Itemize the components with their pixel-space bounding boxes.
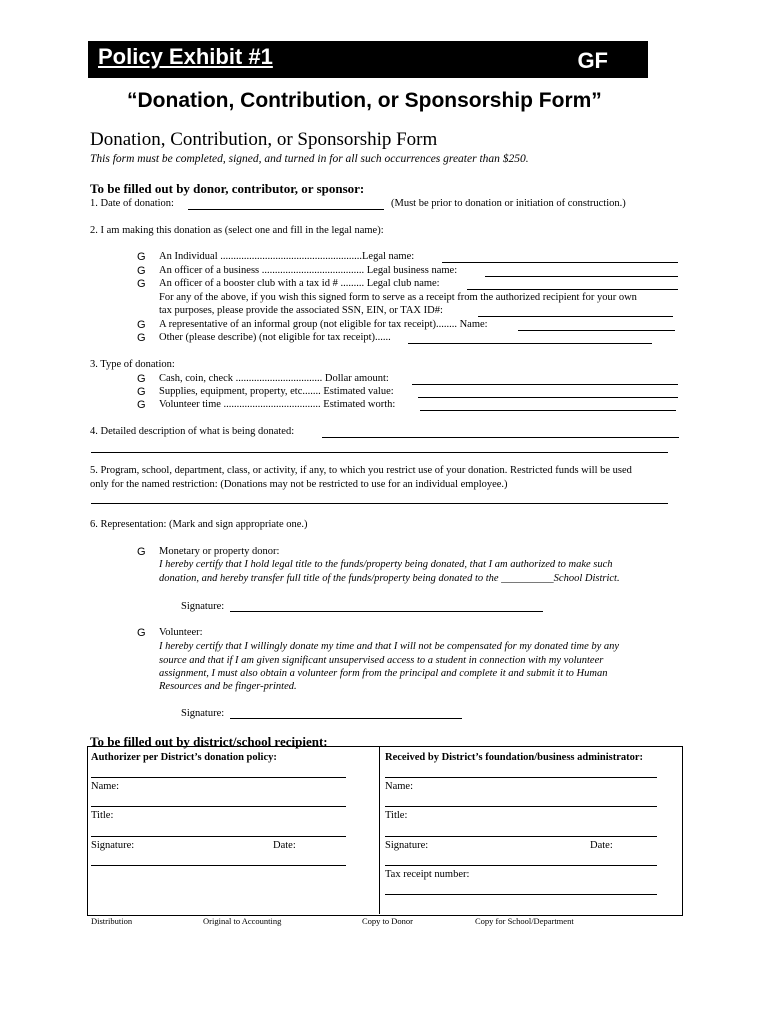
distribution-original: Original to Accounting (203, 916, 282, 926)
volunteer-text-line4: Resources and be finger-printed. (159, 681, 297, 692)
receiver-field[interactable] (385, 777, 657, 778)
intro-text: This form must be completed, signed, and turned in for all such occurrences greater than $250. (90, 153, 529, 165)
monetary-title: Monetary or property donor: (159, 546, 280, 557)
monetary-text-line2: donation, and hereby transfer full title of the funds/property being donated to the __________School District. (159, 573, 620, 584)
checkbox-business[interactable]: G (137, 265, 146, 277)
q3-label: 3. Type of donation: (90, 359, 175, 370)
option-informal-group: A representative of an informal group (not eligible for tax receipt)........ Name: (159, 319, 488, 330)
distribution-copy-donor: Copy to Donor (362, 916, 413, 926)
q4-label: 4. Detailed description of what is being donated: (90, 426, 295, 437)
right-title-label: Title: (385, 810, 408, 821)
receipt-note-line1: For any of the above, if you wish this signed form to serve as a receipt from the authorized recipient for your own (159, 292, 637, 303)
left-signature-field[interactable] (91, 865, 346, 866)
option-cash: Cash, coin, check ................................. Dollar amount: (159, 373, 389, 384)
checkbox-other[interactable]: G (137, 332, 146, 344)
date-of-donation-field[interactable] (188, 209, 384, 210)
q6-label: 6. Representation: (Mark and sign appropriate one.) (90, 519, 308, 530)
recipient-heading: To be filled out by district/school recipient: (90, 734, 328, 749)
option-other: Other (please describe) (not eligible for tax receipt)...... (159, 332, 391, 343)
right-date-label: Date: (590, 840, 613, 851)
legal-business-name-field[interactable] (485, 276, 678, 277)
left-title-field[interactable] (91, 836, 346, 837)
distribution-label: Distribution (91, 916, 133, 926)
other-description-field[interactable] (408, 343, 652, 344)
recipient-box (87, 746, 683, 916)
left-name-field[interactable] (91, 806, 346, 807)
volunteer-signature-label: Signature: (181, 708, 225, 719)
left-date-label: Date: (273, 840, 296, 851)
left-signature-label: Signature: (91, 840, 135, 851)
right-signature-label: Signature: (385, 840, 429, 851)
right-title-field[interactable] (385, 836, 657, 837)
option-individual: An Individual ......................................................Legal name: (159, 251, 415, 262)
restriction-field[interactable] (91, 503, 668, 504)
checkbox-individual[interactable]: G (137, 251, 146, 263)
q5-line2: only for the named restriction: (Donations may not be restricted to use for an individual employee.) (90, 479, 508, 490)
authorizer-field[interactable] (91, 777, 346, 778)
monetary-signature-label: Signature: (181, 601, 225, 612)
group-name-field[interactable] (518, 330, 675, 331)
option-volunteer-time: Volunteer time ..................................... Estimated worth: (159, 399, 396, 410)
checkbox-supplies[interactable]: G (137, 386, 146, 398)
dollar-amount-field[interactable] (412, 384, 678, 385)
q1-label: 1. Date of donation: (90, 198, 174, 209)
volunteer-text-line2: source and that if I am given significant unsupervised access to a student in connection with my volunteer (159, 655, 604, 666)
left-title-label: Title: (91, 810, 114, 821)
gf-label: GF (577, 48, 608, 73)
estimated-worth-field[interactable] (420, 410, 676, 411)
receiver-header: Received by District’s foundation/business administrator: (385, 752, 644, 763)
distribution-copy-school: Copy for School/Department (475, 916, 574, 926)
option-supplies: Supplies, equipment, property, etc....... Estimated value: (159, 386, 394, 397)
tax-receipt-field[interactable] (385, 894, 657, 895)
header-banner (88, 41, 648, 78)
checkbox-volunteer-time[interactable]: G (137, 399, 146, 411)
left-name-label: Name: (91, 781, 119, 792)
receipt-note-line2: tax purposes, please provide the associated SSN, EIN, or TAX ID#: (159, 305, 443, 316)
estimated-value-field[interactable] (418, 397, 678, 398)
volunteer-text-line1: I hereby certify that I willingly donate my time and that I will not be compensated for my donated time by any (159, 641, 620, 652)
volunteer-title: Volunteer: (159, 627, 203, 638)
checkbox-monetary[interactable]: G (137, 546, 146, 558)
description-field-line1[interactable] (322, 437, 679, 438)
donor-heading: To be filled out by donor, contributor, or sponsor: (90, 181, 365, 196)
monetary-text-line1: I hereby certify that I hold legal title to the funds/property being donated, that I am authorized to make such (159, 559, 613, 570)
q2-label: 2. I am making this donation as (select one and fill in the legal name): (90, 225, 384, 236)
option-business: An officer of a business ....................................... Legal business name: (159, 265, 458, 276)
option-booster-club: An officer of a booster club with a tax id # ......... Legal club name: (159, 278, 440, 289)
checkbox-volunteer[interactable]: G (137, 627, 146, 639)
checkbox-booster-club[interactable]: G (137, 278, 146, 290)
tax-receipt-label: Tax receipt number: (385, 869, 470, 880)
description-field-line2[interactable] (91, 452, 668, 453)
page-title: “Donation, Contribution, or Sponsorship Form” (127, 89, 602, 112)
right-name-field[interactable] (385, 806, 657, 807)
volunteer-text-line3: assignment, I must also obtain a volunteer form from the principal and complete it and submit it to Human (159, 668, 608, 679)
recipient-box-divider (379, 746, 380, 914)
right-name-label: Name: (385, 781, 413, 792)
legal-club-name-field[interactable] (467, 289, 678, 290)
form-subtitle: Donation, Contribution, or Sponsorship Form (90, 129, 438, 150)
q1-note: (Must be prior to donation or initiation of construction.) (391, 198, 626, 209)
authorizer-header: Authorizer per District’s donation policy: (91, 752, 277, 763)
monetary-signature-field[interactable] (230, 611, 543, 612)
tax-id-field[interactable] (478, 316, 673, 317)
right-signature-field[interactable] (385, 865, 657, 866)
legal-name-field[interactable] (442, 262, 678, 263)
policy-exhibit-label: Policy Exhibit #1 (98, 44, 273, 69)
checkbox-informal-group[interactable]: G (137, 319, 146, 331)
volunteer-signature-field[interactable] (230, 718, 462, 719)
q5-line1: 5. Program, school, department, class, or activity, if any, to which you restrict use of your donation. Restricted funds will be used (90, 465, 632, 476)
checkbox-cash[interactable]: G (137, 373, 146, 385)
